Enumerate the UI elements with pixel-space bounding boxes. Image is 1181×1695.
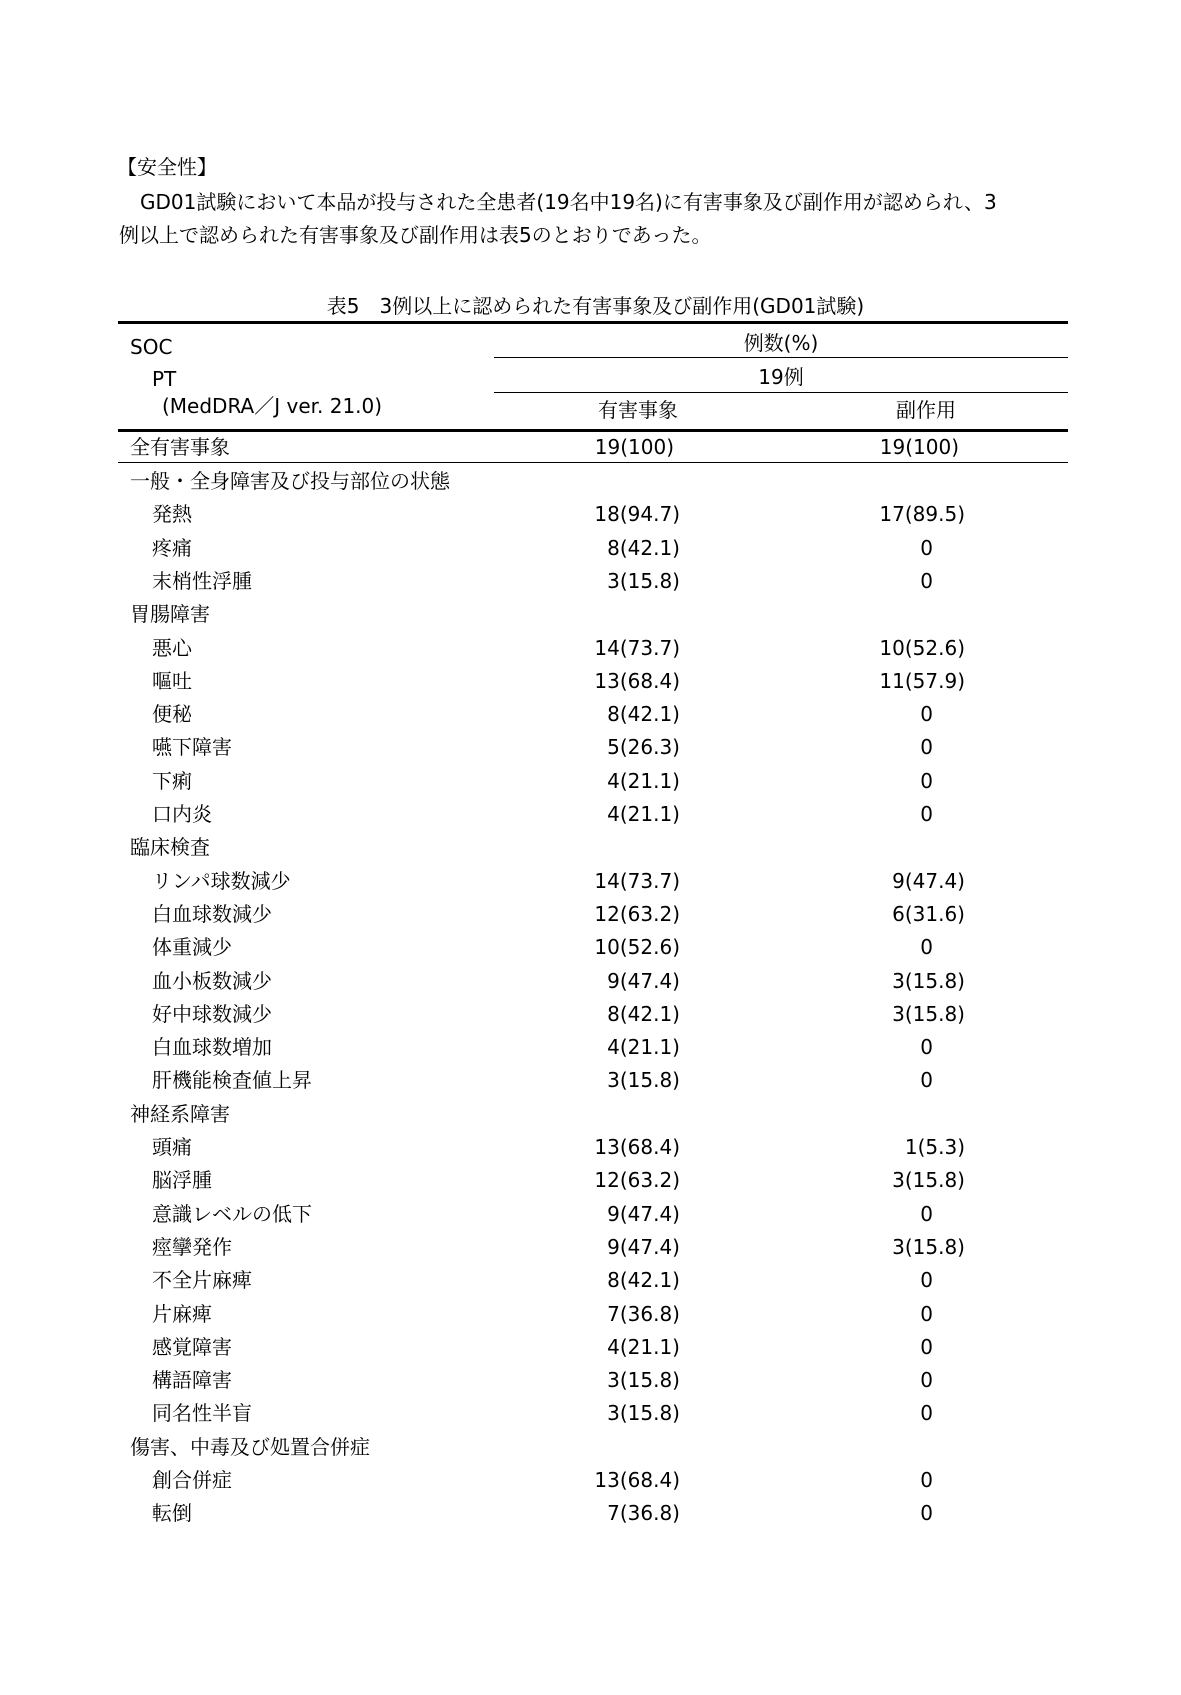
total-ae: 19(100) [594, 435, 674, 459]
pt-label: 末梢性浮腫 [152, 568, 252, 593]
ae-count: 8(42.1) [607, 1001, 680, 1026]
pt-label: 転倒 [152, 1501, 192, 1526]
pt-label: 好中球数減少 [152, 1001, 272, 1026]
ae-count: 10(52.6) [594, 935, 680, 960]
table-caption: 表5 3例以上に認められた有害事象及び副作用(GD01試験) [326, 294, 865, 318]
ae-count: 13(68.4) [594, 1135, 680, 1159]
soc-label: 一般・全身障害及び投与部位の状態 [130, 469, 450, 493]
adr-count: 0 [920, 1468, 933, 1492]
header-bottom-rule [118, 429, 1068, 432]
adr-count: 0 [920, 1068, 933, 1093]
pt-label: 意識レベルの低下 [152, 1201, 312, 1226]
header-meddra: (MedDRA／J ver. 21.0) [162, 394, 383, 418]
header-pt: PT [152, 367, 177, 391]
total-adr: 19(100) [879, 435, 959, 459]
ae-count: 3(15.8) [607, 568, 680, 593]
adr-count: 3(15.8) [892, 968, 965, 993]
header-col-adr: 副作用 [896, 398, 956, 422]
ae-count: 4(21.1) [607, 1334, 680, 1359]
soc-label: 胃腸障害 [130, 602, 210, 627]
adr-count: 0 [920, 1201, 933, 1226]
pt-label: リンパ球数減少 [152, 868, 291, 893]
pt-label: 片麻痺 [152, 1301, 212, 1326]
ae-count: 12(63.2) [594, 901, 680, 926]
soc-label: 臨床検査 [130, 835, 210, 860]
pt-label: 感覚障害 [152, 1334, 232, 1359]
adr-count: 0 [920, 1334, 933, 1359]
ae-count: 5(26.3) [607, 735, 680, 760]
ae-count: 13(68.4) [594, 668, 680, 693]
adr-count: 1(5.3) [904, 1135, 965, 1159]
adr-count: 0 [920, 768, 933, 793]
ae-count: 9(47.4) [607, 968, 680, 993]
ae-count: 3(15.8) [607, 1368, 680, 1393]
ae-count: 4(21.1) [607, 1035, 680, 1060]
adr-count: 17(89.5) [879, 502, 965, 527]
adr-count: 3(15.8) [892, 1234, 965, 1259]
pt-label: 嚥下障害 [152, 735, 232, 760]
adr-count: 0 [920, 535, 933, 560]
header-col-ae: 有害事象 [598, 398, 678, 422]
ae-count: 13(68.4) [594, 1468, 680, 1492]
pt-label: 創合併症 [152, 1468, 232, 1492]
header-n: 19例 [758, 365, 804, 389]
ae-count: 9(47.4) [607, 1234, 680, 1259]
pt-label: 下痢 [152, 768, 192, 793]
ae-count: 4(21.1) [607, 768, 680, 793]
adr-count: 3(15.8) [892, 1168, 965, 1193]
ae-count: 14(73.7) [594, 868, 680, 893]
pt-label: 便秘 [152, 702, 192, 727]
ae-count: 8(42.1) [607, 1268, 680, 1293]
adr-count: 9(47.4) [892, 868, 965, 893]
adr-count: 0 [920, 935, 933, 960]
pt-label: 不全片麻痺 [152, 1268, 252, 1293]
section-heading: 【安全性】 [117, 155, 217, 179]
adr-count: 0 [920, 1401, 933, 1426]
adr-count: 10(52.6) [879, 635, 965, 660]
ae-count: 8(42.1) [607, 702, 680, 727]
adr-count: 0 [920, 735, 933, 760]
header-rule-2 [494, 392, 1068, 393]
adr-count: 0 [920, 702, 933, 727]
adr-count: 0 [920, 1301, 933, 1326]
adr-count: 0 [920, 802, 933, 826]
total-label: 全有害事象 [130, 435, 230, 459]
adr-count: 0 [920, 1035, 933, 1060]
pt-label: 白血球数減少 [152, 901, 272, 926]
adr-count: 11(57.9) [879, 668, 965, 693]
header-rule-1 [494, 357, 1068, 358]
ae-count: 3(15.8) [607, 1068, 680, 1093]
ae-count: 7(36.8) [607, 1301, 680, 1326]
pt-label: 脳浮腫 [152, 1168, 212, 1193]
pt-label: 痙攣発作 [152, 1234, 232, 1259]
ae-count: 7(36.8) [607, 1501, 680, 1526]
ae-count: 8(42.1) [607, 535, 680, 560]
adr-count: 3(15.8) [892, 1001, 965, 1026]
adr-count: 0 [920, 568, 933, 593]
pt-label: 構語障害 [152, 1368, 232, 1393]
ae-count: 12(63.2) [594, 1168, 680, 1193]
pt-label: 体重減少 [152, 935, 232, 960]
adr-count: 0 [920, 1268, 933, 1293]
ae-count: 3(15.8) [607, 1401, 680, 1426]
total-rule [118, 462, 1068, 463]
paragraph-line-1: GD01試験において本品が投与された全患者(19名中19名)に有害事象及び副作用が認められ、3 [140, 190, 997, 214]
ae-count: 18(94.7) [594, 502, 680, 527]
pt-label: 悪心 [152, 635, 192, 660]
adr-count: 0 [920, 1368, 933, 1393]
pt-label: 同名性半盲 [152, 1401, 252, 1426]
pt-label: 発熱 [152, 502, 192, 527]
pt-label: 白血球数増加 [152, 1035, 272, 1060]
pt-label: 血小板数減少 [152, 968, 272, 993]
pt-label: 嘔吐 [152, 668, 192, 693]
adr-count: 6(31.6) [892, 901, 965, 926]
soc-label: 神経系障害 [130, 1101, 230, 1126]
adr-count: 0 [920, 1501, 933, 1526]
pt-label: 口内炎 [152, 802, 212, 826]
header-soc: SOC [130, 335, 173, 359]
paragraph-line-2: 例以上で認められた有害事象及び副作用は表5のとおりであった。 [119, 223, 712, 247]
ae-count: 14(73.7) [594, 635, 680, 660]
ae-count: 9(47.4) [607, 1201, 680, 1226]
table-top-rule [118, 321, 1068, 324]
soc-label: 傷害、中毒及び処置合併症 [130, 1434, 370, 1459]
pt-label: 肝機能検査値上昇 [152, 1068, 312, 1093]
ae-count: 4(21.1) [607, 802, 680, 826]
header-count-pct: 例数(%) [743, 331, 819, 355]
pt-label: 頭痛 [152, 1135, 192, 1159]
pt-label: 疼痛 [152, 535, 192, 560]
